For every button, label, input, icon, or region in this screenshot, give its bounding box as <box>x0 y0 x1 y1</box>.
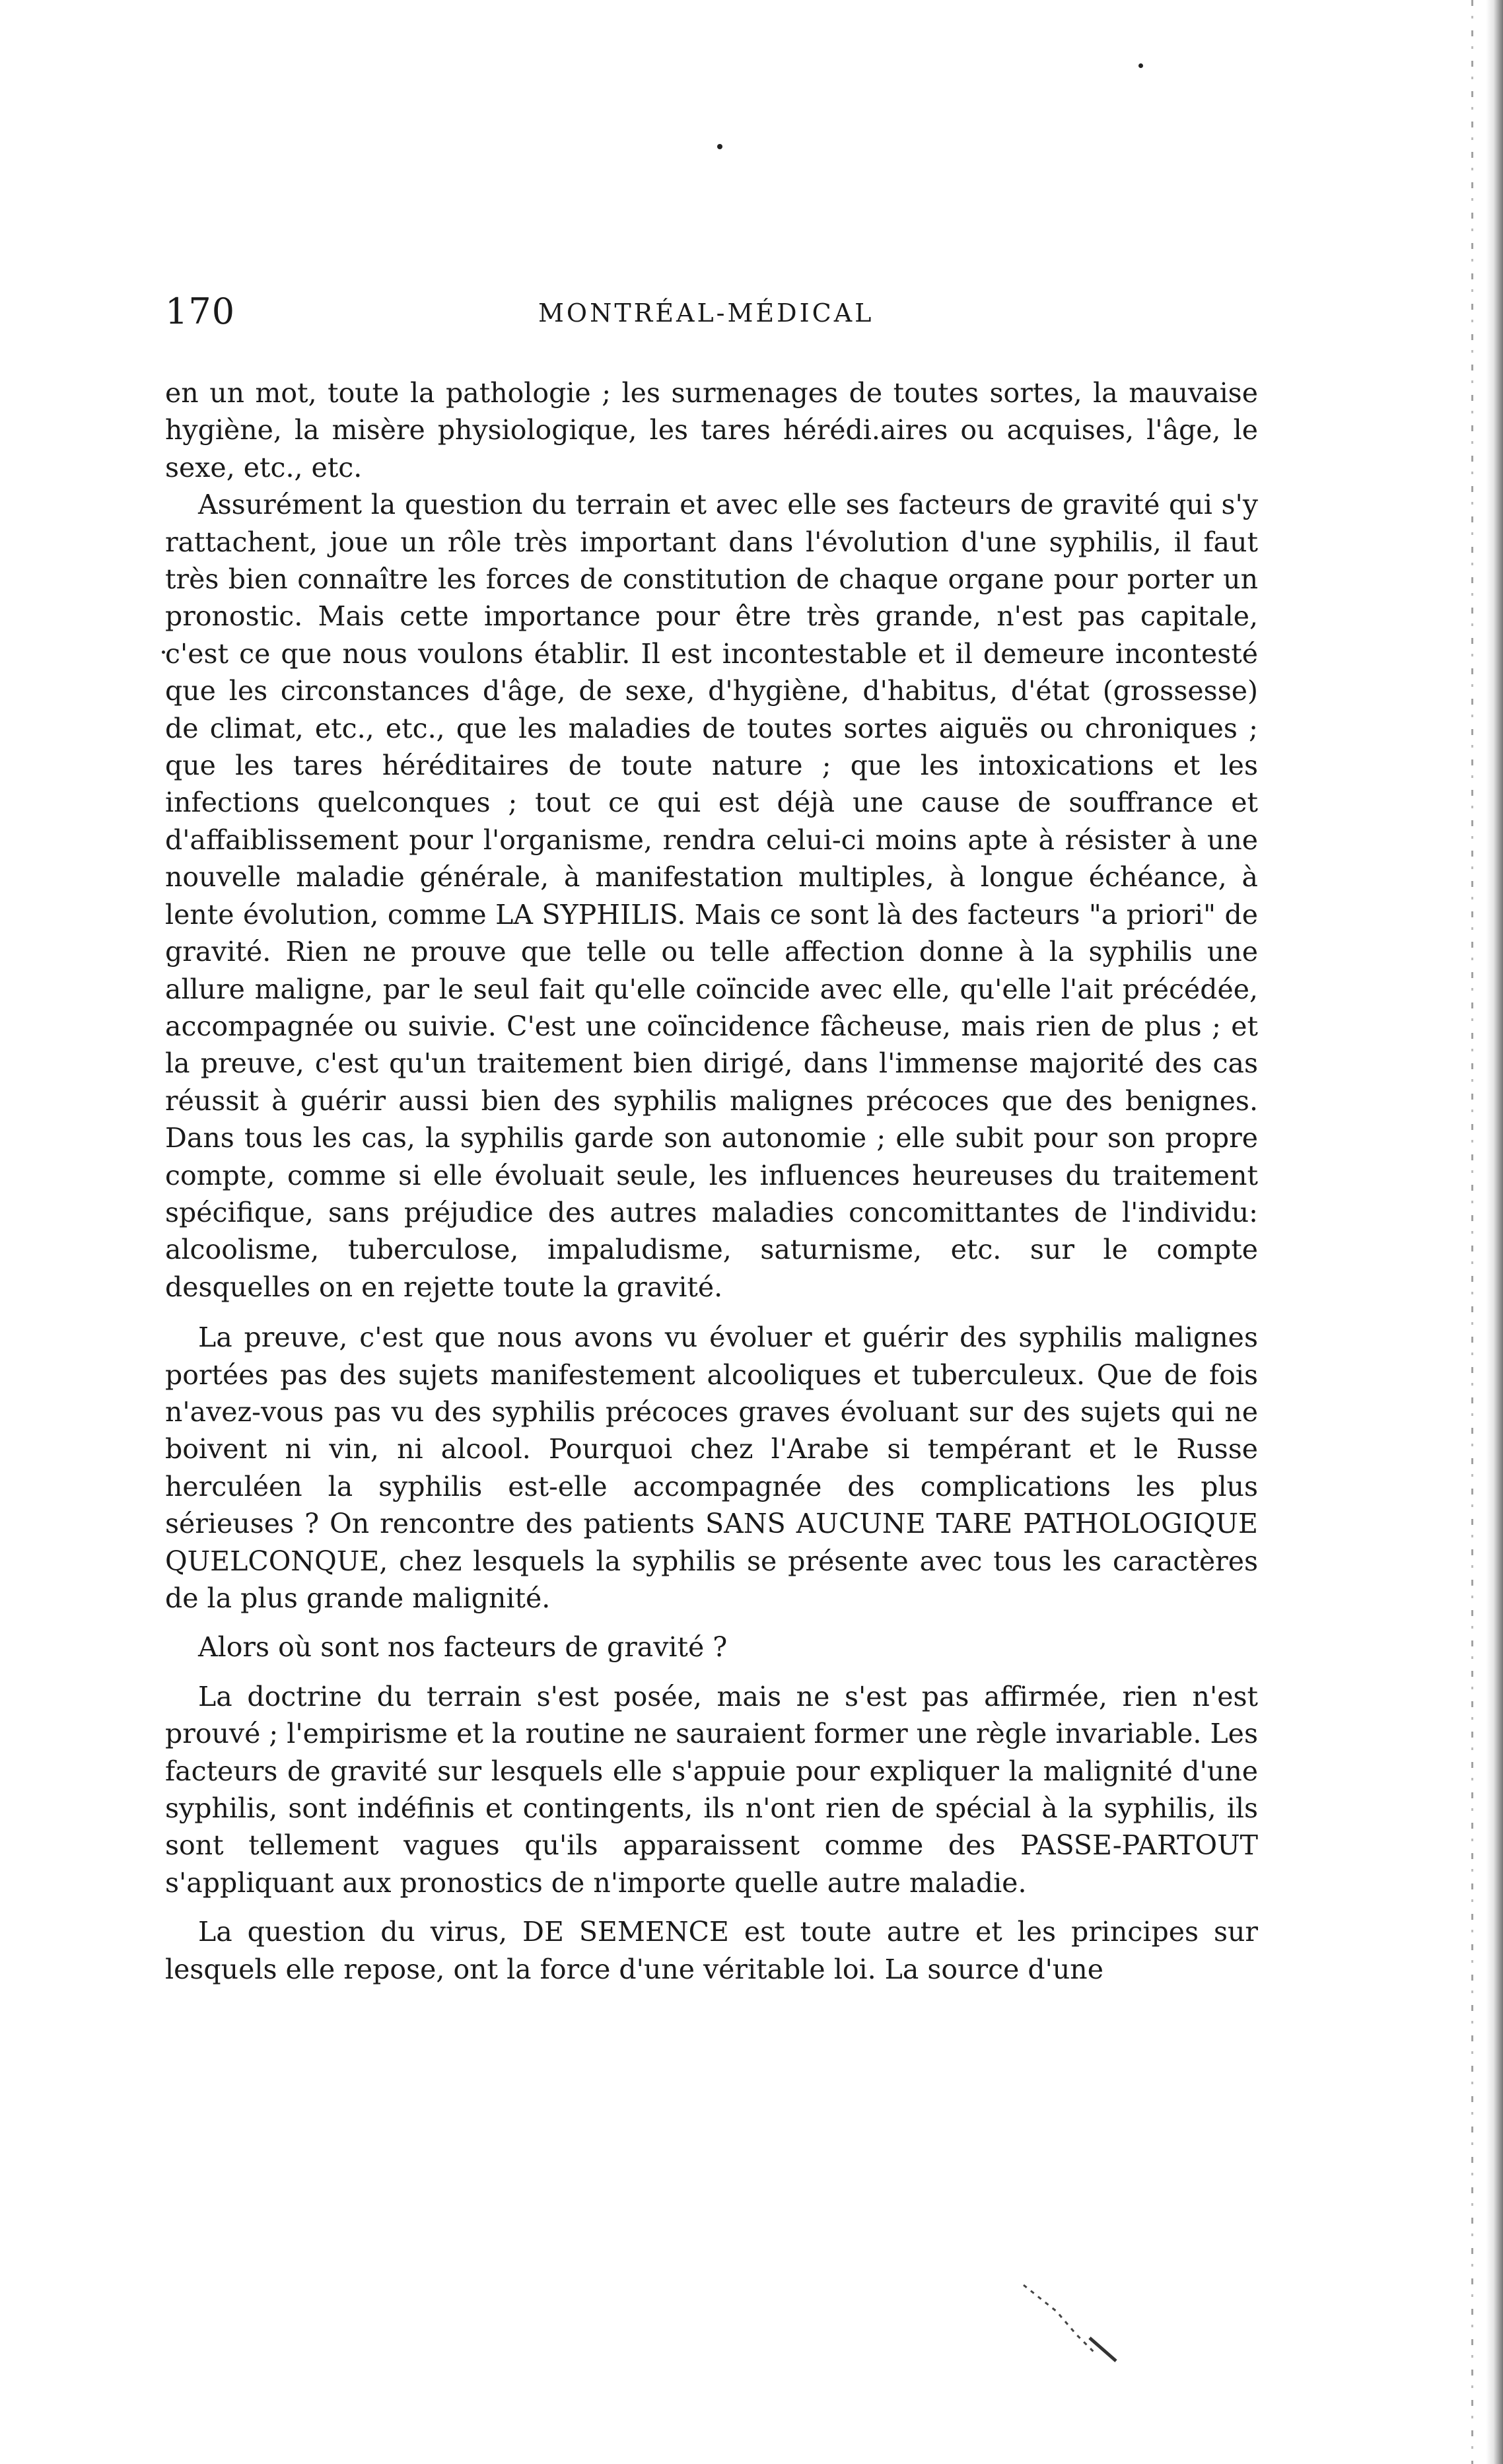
scan-speck <box>162 651 165 654</box>
scan-smudge <box>1017 2272 1123 2364</box>
page-number: 170 <box>165 291 236 332</box>
paragraph-5: La doctrine du terrain s'est posée, mais ne s'est pas affirmée, rien n'est prouvé ; l'empirisme et la routine ne sauraient former une règle invariable. Les facteurs de gravité sur lesquels elle s'appuie pour expliquer la malignité d'une syphilis, sont indéfinis et contingents, ils n'ont rien de spécial à la syphilis, ils sont tellement vagues qu'ils apparaissent comme des PASSE-PARTOUT s'appliquant aux pronostics de n'importe quelle autre maladie. <box>165 1680 1258 1899</box>
running-title: MONTRÉAL-MÉDICAL <box>538 299 874 328</box>
paragraph-6: La question du virus, DE SEMENCE est toute autre et les principes sur lesquels elle repose, ont la force d'une véritable loi. La source d'une <box>165 1916 1258 1985</box>
body-text <box>165 374 1258 1988</box>
page-header <box>165 284 1255 337</box>
paragraph-2: Assurément la question du terrain et avec elle ses facteurs de gravité qui s'y rattachent, joue un rôle très important dans l'évolution d'une syphilis, il faut très bien connaître les forces de constitution de chaque organe pour porter un pronostic. Mais cette importance pour être très grande, n'est pas capitale, c'est ce que nous voulons établir. Il est incontestable et il demeure incontesté que les circonstances d'âge, de sexe, d'hygiène, d'habitus, d'état (grossesse) de climat, etc., etc., que les maladies de toutes sortes aiguës ou chroniques ; que les tares héréditaires de toute nature ; que les intoxications et les infections quelconques ; tout ce qui est déjà une cause de souffrance et d'affaiblissement pour l'organisme, rendra celui-ci moins apte à résister à une nouvelle maladie générale, à manifestation multiples, à longue échéance, à lente évolution, comme LA SYPHILIS. Mais ce sont là des facteurs "a priori" de gravité. Rien ne prouve que telle ou telle affection donne à la syphilis une allure maligne, par le seul fait qu'elle coïncide avec elle, qu'elle l'ait précédée, accompagnée ou suivie. C'est une coïncidence fâcheuse, mais rien de plus ; et la preuve, c'est qu'un traitement bien dirigé, dans l'immense majorité des cas réussit à guérir aussi bien des syphilis malignes précoces que des benignes. Dans tous les cas, la syphilis garde son autonomie ; elle subit pour son propre compte, comme si elle évoluait seule, les influences heureuses du traitement spécifique, sans préjudice des autres maladies concomittantes de l'individu: alcoolisme, tuberculose, impaludisme, saturnisme, etc. sur le compte desquelles on en rejette toute la gravité. <box>165 489 1258 1303</box>
paragraph-3: La preuve, c'est que nous avons vu évoluer et guérir des syphilis malignes portées pas des sujets manifestement alcooliques et tuberculeux. Que de fois n'avez-vous pas vu des syphilis précoces graves évoluant sur des sujets qui ne boivent ni vin, ni alcool. Pourquoi chez l'Arabe si tempérant et le Russe herculéen la syphilis est-elle accompagnée des complications les plus sérieuses ? On rencontre des patients SANS AUCUNE TARE PATHOLOGIQUE QUELCONQUE, chez lesquels la syphilis se présente avec tous les caractères de la plus grande malignité. <box>165 1321 1258 1614</box>
scan-edge-line <box>1471 0 1473 2464</box>
scan-speck <box>1138 63 1143 68</box>
paragraph-1: en un mot, toute la pathologie ; les surmenages de toutes sortes, la mauvaise hygiène, la misère physiologique, les tares hérédi.aires ou acquises, l'âge, le sexe, etc., etc. <box>165 377 1258 483</box>
paragraph-4: Alors où sont nos facteurs de gravité ? <box>198 1631 728 1664</box>
scan-edge-shadow <box>1486 0 1503 2464</box>
scan-speck <box>717 144 722 149</box>
